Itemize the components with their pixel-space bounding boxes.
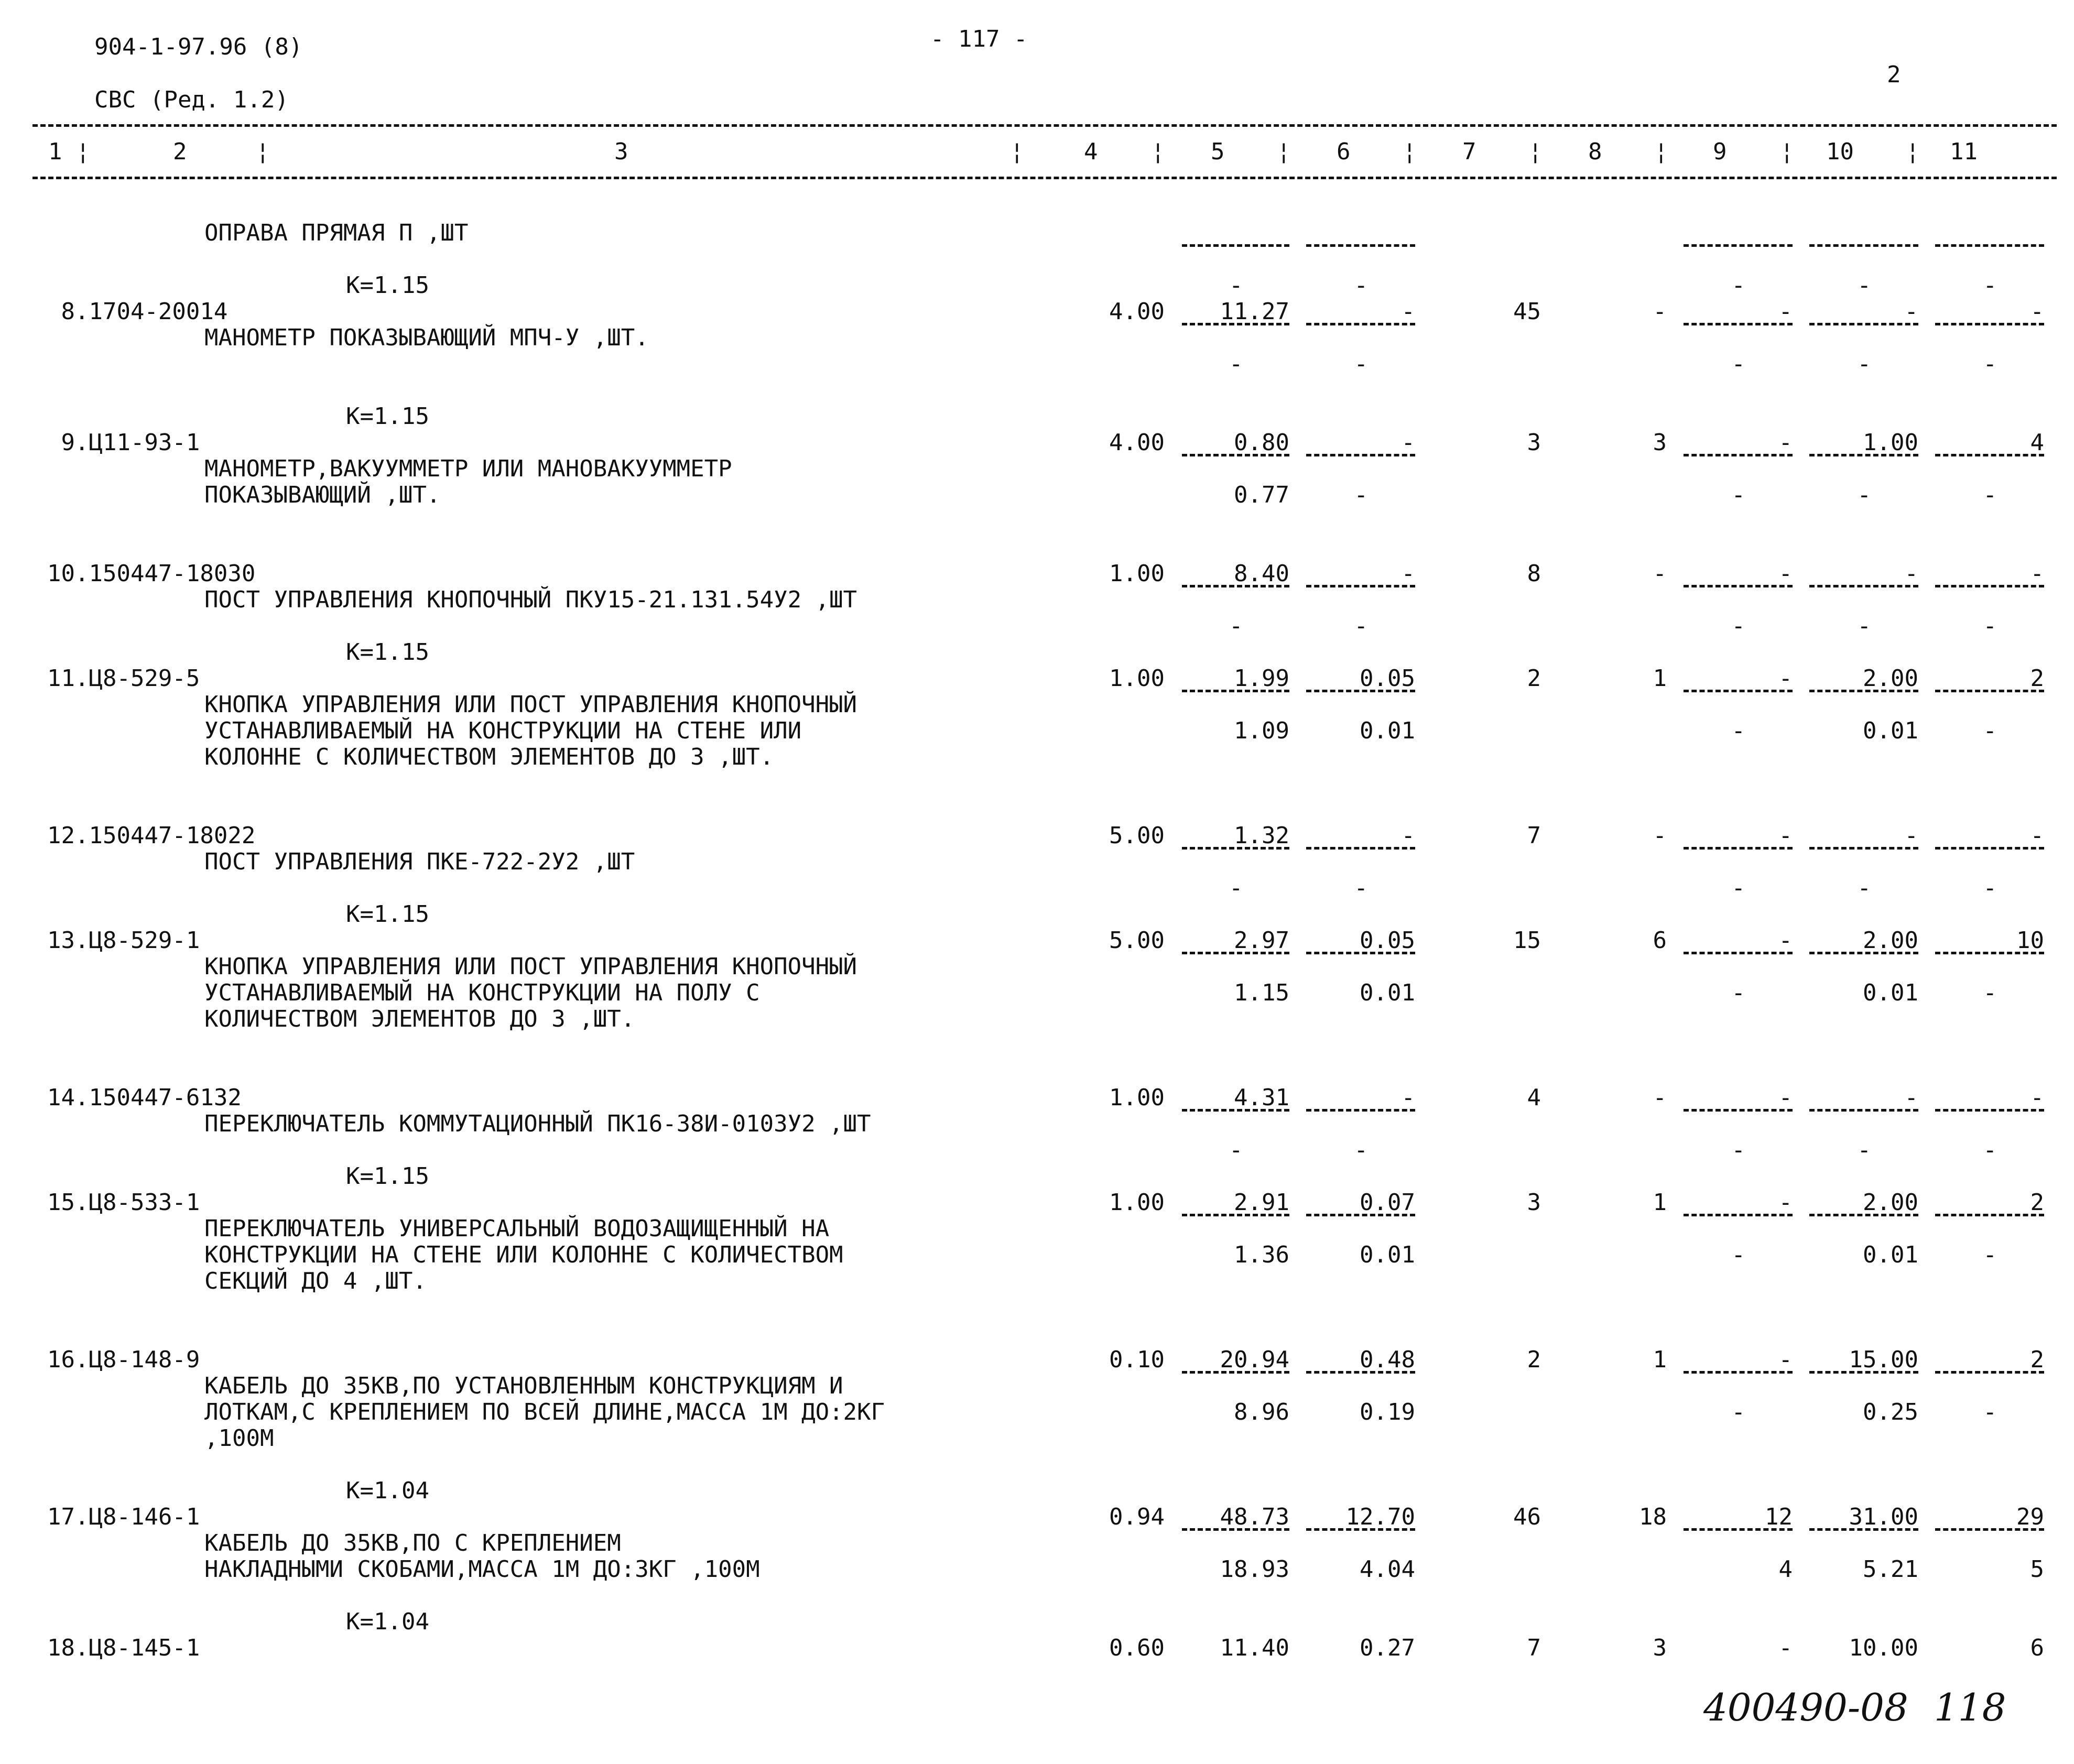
value-b6-lower: - (1354, 875, 1368, 901)
value-b10-lower: - (1857, 351, 1871, 377)
value-c11: - (2030, 822, 2044, 849)
value-c7: 4 (1527, 1084, 1541, 1111)
item-code: 17.Ц8-146-1 (47, 1504, 200, 1530)
fraction-separator (1935, 847, 2044, 850)
value-c9: - (1778, 1346, 1793, 1373)
fraction-separator (1684, 1214, 1793, 1216)
item-code: 14.150447-6132 (47, 1084, 242, 1111)
fraction-separator (1809, 454, 1918, 456)
value-c4: 4.00 (1109, 298, 1165, 325)
value-b11-lower: - (1983, 717, 1997, 744)
value-c6: - (1401, 560, 1415, 587)
value-b10-lower: 0.01 (1863, 1242, 1918, 1268)
value-c4: 4.00 (1109, 429, 1165, 456)
fraction-separator (1684, 1109, 1793, 1112)
fraction-separator (1809, 1528, 1918, 1531)
value-c4: 5.00 (1109, 927, 1165, 954)
fraction-separator (1182, 1528, 1289, 1531)
fraction-separator (1935, 1214, 2044, 1216)
item-description: УСТАНАВЛИВАЕМЫЙ НА КОНСТРУКЦИИ НА СТЕНЕ ИЛИ (204, 717, 802, 744)
item-description: СЕКЦИЙ ДО 4 ,ШТ. (204, 1268, 427, 1294)
value-b10-lower: 5.21 (1863, 1556, 1918, 1583)
value-b6-lower: 0.01 (1360, 717, 1415, 744)
fraction-separator (1809, 585, 1918, 587)
value-b10-lower: - (1857, 875, 1871, 901)
value-c10: - (1904, 822, 1918, 849)
value-c8: 1 (1653, 1346, 1667, 1373)
value-c6: 0.07 (1360, 1189, 1415, 1216)
fraction-separator (1182, 585, 1289, 587)
item-description: КОЛОННЕ С КОЛИЧЕСТВОМ ЭЛЕМЕНТОВ ДО 3 ,ШТ. (204, 744, 774, 770)
header-bottom-rule (32, 177, 2057, 179)
value-c8: - (1653, 1084, 1667, 1111)
value-c5: 0.80 (1234, 429, 1289, 456)
value-c7: 2 (1527, 665, 1541, 692)
value-c6: 0.05 (1360, 927, 1415, 954)
program-version: СВС (Ред. 1.2) (94, 86, 289, 113)
value-c10: - (1904, 298, 1918, 325)
value-b6-lower: - (1354, 351, 1368, 377)
fraction-separator (1182, 1109, 1289, 1112)
value-c9: - (1778, 298, 1793, 325)
item-code: 13.Ц8-529-1 (47, 927, 200, 954)
column-header: 11 (1950, 138, 1978, 165)
item-description: НАКЛАДНЫМИ СКОБАМИ,МАССА 1М ДО:3КГ ,100М (204, 1556, 760, 1583)
value-b11-lower: 5 (2030, 1556, 2044, 1583)
value-b6-lower: - (1354, 1137, 1368, 1163)
value-c11: - (2030, 298, 2044, 325)
value-b9-lower: - (1731, 1242, 1745, 1268)
value-b5-lower: 8.96 (1234, 1399, 1289, 1425)
fraction-separator (1809, 952, 1918, 954)
item-description: КОНСТРУКЦИИ НА СТЕНЕ ИЛИ КОЛОННЕ С КОЛИЧЕСТВОМ (204, 1242, 843, 1268)
fraction-separator (1182, 690, 1289, 692)
item-description: ПЕРЕКЛЮЧАТЕЛЬ КОММУТАЦИОННЫЙ ПК16-38И-0103У2 ,ШТ (204, 1110, 871, 1137)
column-header: 3 (614, 138, 628, 165)
value-c8: - (1653, 298, 1667, 325)
column-header: 9 (1713, 138, 1727, 165)
fraction-separator (1935, 454, 2044, 456)
fraction-separator (1182, 1371, 1289, 1374)
column-divider: ¦ (1654, 138, 1668, 165)
document-code: 904-1-97.96 (8) (94, 34, 303, 60)
fraction-separator (1684, 847, 1793, 850)
value-c5: 48.73 (1220, 1504, 1289, 1530)
value-b10-lower: 0.25 (1863, 1399, 1918, 1425)
fraction-separator (1306, 1214, 1415, 1216)
item-description: КОЛИЧЕСТВОМ ЭЛЕМЕНТОВ ДО 3 ,ШТ. (204, 1006, 635, 1032)
fraction-separator (1809, 1214, 1918, 1216)
value-b9-lower: - (1731, 717, 1745, 744)
value-b11-lower: - (1983, 1242, 1997, 1268)
value-c4: 0.60 (1109, 1635, 1165, 1661)
value-c6: 0.27 (1360, 1635, 1415, 1661)
item-code: 18.Ц8-145-1 (47, 1635, 200, 1661)
value-c6: 12.70 (1345, 1504, 1415, 1530)
value-c8: - (1653, 822, 1667, 849)
item-description: ,100М (204, 1425, 274, 1452)
value-c7: 45 (1513, 298, 1541, 325)
value-b11-lower: - (1983, 1137, 1997, 1163)
column-header: 4 (1084, 138, 1098, 165)
value-b5-lower: - (1229, 875, 1243, 901)
fraction-separator (1684, 323, 1793, 325)
item-description: КАБЕЛЬ ДО 35КВ,ПО УСТАНОВЛЕННЫМ КОНСТРУКЦИЯМ И (204, 1373, 843, 1399)
value-c6: - (1401, 429, 1415, 456)
value-c10: 2.00 (1863, 927, 1918, 954)
value-c8: 1 (1653, 665, 1667, 692)
fraction-separator (1182, 847, 1289, 850)
value-b9-lower: - (1731, 1137, 1745, 1163)
value-b5-lower: - (1229, 613, 1243, 639)
header-top-rule (32, 124, 2057, 127)
value-b6-lower: 0.01 (1360, 979, 1415, 1006)
value-c10: 2.00 (1863, 1189, 1918, 1216)
column-divider: ¦ (1906, 138, 1920, 165)
value-c9: - (1778, 1189, 1793, 1216)
fraction-separator (1182, 323, 1289, 325)
column-header: 8 (1588, 138, 1602, 165)
value-c11: 4 (2030, 429, 2044, 456)
value-c10: 2.00 (1863, 665, 1918, 692)
item-code: 8.1704-20014 (47, 298, 228, 325)
value-b6-lower: - (1354, 482, 1368, 508)
value-c6: 0.05 (1360, 665, 1415, 692)
value-b11-lower: - (1983, 272, 1997, 299)
value-b5-lower: 1.09 (1234, 717, 1289, 744)
value-b10-lower: 0.01 (1863, 717, 1918, 744)
fraction-separator (1684, 585, 1793, 587)
value-c8: 3 (1653, 1635, 1667, 1661)
value-c5: 1.32 (1234, 822, 1289, 849)
value-c7: 7 (1527, 822, 1541, 849)
value-c4: 1.00 (1109, 1189, 1165, 1216)
fraction-separator (1684, 1528, 1793, 1531)
column-header: 6 (1337, 138, 1351, 165)
value-b11-lower: - (1983, 875, 1997, 901)
value-c9: - (1778, 665, 1793, 692)
fraction-separator (1306, 847, 1415, 850)
column-divider: ¦ (1151, 138, 1165, 165)
value-c6: - (1401, 822, 1415, 849)
fraction-separator (1935, 1371, 2044, 1374)
value-c11: 2 (2030, 1346, 2044, 1373)
value-c5: 2.91 (1234, 1189, 1289, 1216)
value-c9: - (1778, 822, 1793, 849)
value-b5-lower: 1.15 (1234, 979, 1289, 1006)
value-c8: 1 (1653, 1189, 1667, 1216)
value-b11-lower: - (1983, 482, 1997, 508)
fraction-separator (1306, 1109, 1415, 1112)
fraction-separator (1182, 1214, 1289, 1216)
value-c8: - (1653, 560, 1667, 587)
value-c11: - (2030, 1084, 2044, 1111)
item-description: МАНОМЕТР ПОКАЗЫВАЮЩИЙ МПЧ-У ,ШТ. (204, 324, 649, 351)
fraction-separator (1809, 323, 1918, 325)
value-b9-lower: - (1731, 272, 1745, 299)
fraction-separator (1306, 1528, 1415, 1531)
value-b9-lower: - (1731, 351, 1745, 377)
value-c9: - (1778, 927, 1793, 954)
value-c4: 1.00 (1109, 560, 1165, 587)
value-c7: 15 (1513, 927, 1541, 954)
item-description: ПЕРЕКЛЮЧАТЕЛЬ УНИВЕРСАЛЬНЫЙ ВОДОЗАЩИЩЕННЫЙ НА (204, 1215, 830, 1242)
handwritten-document-code: 400490-08 (1703, 1685, 1908, 1729)
value-c5: 4.31 (1234, 1084, 1289, 1111)
value-b11-lower: - (1983, 979, 1997, 1006)
fraction-separator (1306, 244, 1415, 247)
coefficient-label: К=1.15 (346, 639, 429, 666)
item-code: 16.Ц8-148-9 (47, 1346, 200, 1373)
value-c9: - (1778, 560, 1793, 587)
column-divider: ¦ (1528, 138, 1543, 165)
fraction-separator (1306, 1371, 1415, 1374)
coefficient-label: К=1.04 (346, 1608, 429, 1635)
column-header: 7 (1462, 138, 1476, 165)
sheet-number: 2 (1887, 61, 1901, 88)
value-b11-lower: - (1983, 613, 1997, 639)
fraction-separator (1935, 690, 2044, 692)
fraction-separator (1809, 1371, 1918, 1374)
value-c6: - (1401, 298, 1415, 325)
value-b5-lower: 1.36 (1234, 1242, 1289, 1268)
item-description: ЛОТКАМ,С КРЕПЛЕНИЕМ ПО ВСЕЙ ДЛИНЕ,МАССА 1М ДО:2КГ (204, 1399, 885, 1425)
value-c6: 0.48 (1360, 1346, 1415, 1373)
value-c4: 0.10 (1109, 1346, 1165, 1373)
item-code: 9.Ц11-93-1 (47, 429, 200, 456)
value-b6-lower: 4.04 (1360, 1556, 1415, 1583)
value-b10-lower: - (1857, 272, 1871, 299)
value-b5-lower: 0.77 (1234, 482, 1289, 508)
item-description: ОПРАВА ПРЯМАЯ П ,ШТ (204, 220, 469, 246)
value-c10: 1.00 (1863, 429, 1918, 456)
value-c7: 8 (1527, 560, 1541, 587)
value-b9-lower: - (1731, 1399, 1745, 1425)
coefficient-label: К=1.04 (346, 1477, 429, 1504)
value-c8: 3 (1653, 429, 1667, 456)
value-c11: 6 (2030, 1635, 2044, 1661)
coefficient-label: К=1.15 (346, 1163, 429, 1190)
fraction-separator (1306, 585, 1415, 587)
item-code: 11.Ц8-529-5 (47, 665, 200, 692)
fraction-separator (1809, 1109, 1918, 1112)
value-b5-lower: - (1229, 1137, 1243, 1163)
value-c7: 2 (1527, 1346, 1541, 1373)
fraction-separator (1809, 244, 1918, 247)
item-description: КНОПКА УПРАВЛЕНИЯ ИЛИ ПОСТ УПРАВЛЕНИЯ КНОПОЧНЫЙ (204, 953, 857, 980)
fraction-separator (1684, 244, 1793, 247)
value-c11: 2 (2030, 1189, 2044, 1216)
page-number-marker: - 117 - (930, 26, 1028, 52)
column-divider: ¦ (1277, 138, 1291, 165)
column-divider: ¦ (1780, 138, 1794, 165)
fraction-separator (1935, 1528, 2044, 1531)
item-code: 10.150447-18030 (47, 560, 256, 587)
value-b6-lower: - (1354, 272, 1368, 299)
value-b9-lower: - (1731, 979, 1745, 1006)
value-c7: 3 (1527, 1189, 1541, 1216)
item-code: 15.Ц8-533-1 (47, 1189, 200, 1216)
value-c11: 29 (2016, 1504, 2044, 1530)
fraction-separator (1935, 585, 2044, 587)
value-c4: 1.00 (1109, 1084, 1165, 1111)
value-b9-lower: - (1731, 613, 1745, 639)
value-c11: 10 (2016, 927, 2044, 954)
value-c8: 18 (1639, 1504, 1667, 1530)
fraction-separator (1809, 847, 1918, 850)
value-b6-lower: 0.01 (1360, 1242, 1415, 1268)
fraction-separator (1306, 690, 1415, 692)
coefficient-label: К=1.15 (346, 272, 429, 299)
value-b9-lower: 4 (1778, 1556, 1793, 1583)
value-b6-lower: - (1354, 613, 1368, 639)
value-c7: 3 (1527, 429, 1541, 456)
column-header: 10 (1826, 138, 1854, 165)
item-description: МАНОМЕТР,ВАКУУММЕТР ИЛИ МАНОВАКУУММЕТР (204, 455, 732, 482)
column-divider: ¦ (1403, 138, 1417, 165)
value-c4: 5.00 (1109, 822, 1165, 849)
fraction-separator (1182, 454, 1289, 456)
fraction-separator (1306, 454, 1415, 456)
fraction-separator (1935, 952, 2044, 954)
value-b5-lower: - (1229, 272, 1243, 299)
column-divider: ¦ (1010, 138, 1024, 165)
fraction-separator (1935, 1109, 2044, 1112)
value-c7: 7 (1527, 1635, 1541, 1661)
column-header: 2 (173, 138, 187, 165)
value-b5-lower: 18.93 (1220, 1556, 1289, 1583)
value-c9: - (1778, 1084, 1793, 1111)
item-description: КНОПКА УПРАВЛЕНИЯ ИЛИ ПОСТ УПРАВЛЕНИЯ КНОПОЧНЫЙ (204, 691, 857, 718)
value-c5: 11.27 (1220, 298, 1289, 325)
value-b10-lower: - (1857, 613, 1871, 639)
value-c11: 2 (2030, 665, 2044, 692)
value-b5-lower: - (1229, 351, 1243, 377)
item-code: 12.150447-18022 (47, 822, 256, 849)
value-c4: 0.94 (1109, 1504, 1165, 1530)
value-b10-lower: 0.01 (1863, 979, 1918, 1006)
value-c4: 1.00 (1109, 665, 1165, 692)
value-c5: 8.40 (1234, 560, 1289, 587)
item-description: УСТАНАВЛИВАЕМЫЙ НА КОНСТРУКЦИИ НА ПОЛУ С (204, 979, 760, 1006)
fraction-separator (1182, 952, 1289, 954)
coefficient-label: К=1.15 (346, 901, 429, 928)
fraction-separator (1935, 323, 2044, 325)
item-description: ПОСТ УПРАВЛЕНИЯ КНОПОЧНЫЙ ПКУ15-21.131.54У2 ,ШТ (204, 586, 857, 613)
fraction-separator (1182, 244, 1289, 247)
column-header: 5 (1211, 138, 1225, 165)
item-description: ПОКАЗЫВАЮЩИЙ ,ШТ. (204, 482, 441, 508)
value-b9-lower: - (1731, 875, 1745, 901)
fraction-separator (1306, 952, 1415, 954)
value-b6-lower: 0.19 (1360, 1399, 1415, 1425)
value-c10: 15.00 (1849, 1346, 1918, 1373)
value-c10: - (1904, 1084, 1918, 1111)
value-b9-lower: - (1731, 482, 1745, 508)
value-b10-lower: - (1857, 482, 1871, 508)
value-c11: - (2030, 560, 2044, 587)
value-b11-lower: - (1983, 1399, 1997, 1425)
fraction-separator (1935, 244, 2044, 247)
value-c5: 20.94 (1220, 1346, 1289, 1373)
value-c7: 46 (1513, 1504, 1541, 1530)
column-divider: ¦ (256, 138, 270, 165)
value-b10-lower: - (1857, 1137, 1871, 1163)
value-c10: 31.00 (1849, 1504, 1918, 1530)
value-c9: - (1778, 1635, 1793, 1661)
fraction-separator (1809, 690, 1918, 692)
fraction-separator (1684, 1371, 1793, 1374)
value-b11-lower: - (1983, 351, 1997, 377)
fraction-separator (1684, 454, 1793, 456)
value-c10: 10.00 (1849, 1635, 1918, 1661)
column-header: 1 ¦ (48, 138, 90, 165)
item-description: КАБЕЛЬ ДО 35КВ,ПО С КРЕПЛЕНИЕМ (204, 1530, 621, 1556)
fraction-separator (1306, 323, 1415, 325)
fraction-separator (1684, 690, 1793, 692)
value-c6: - (1401, 1084, 1415, 1111)
value-c5: 11.40 (1220, 1635, 1289, 1661)
value-c5: 2.97 (1234, 927, 1289, 954)
coefficient-label: К=1.15 (346, 403, 429, 430)
value-c8: 6 (1653, 927, 1667, 954)
value-c10: - (1904, 560, 1918, 587)
handwritten-page-number: 118 (1934, 1685, 2006, 1729)
value-c9: 12 (1765, 1504, 1793, 1530)
item-description: ПОСТ УПРАВЛЕНИЯ ПКЕ-722-2У2 ,ШТ (204, 848, 635, 875)
value-c9: - (1778, 429, 1793, 456)
value-c5: 1.99 (1234, 665, 1289, 692)
fraction-separator (1684, 952, 1793, 954)
